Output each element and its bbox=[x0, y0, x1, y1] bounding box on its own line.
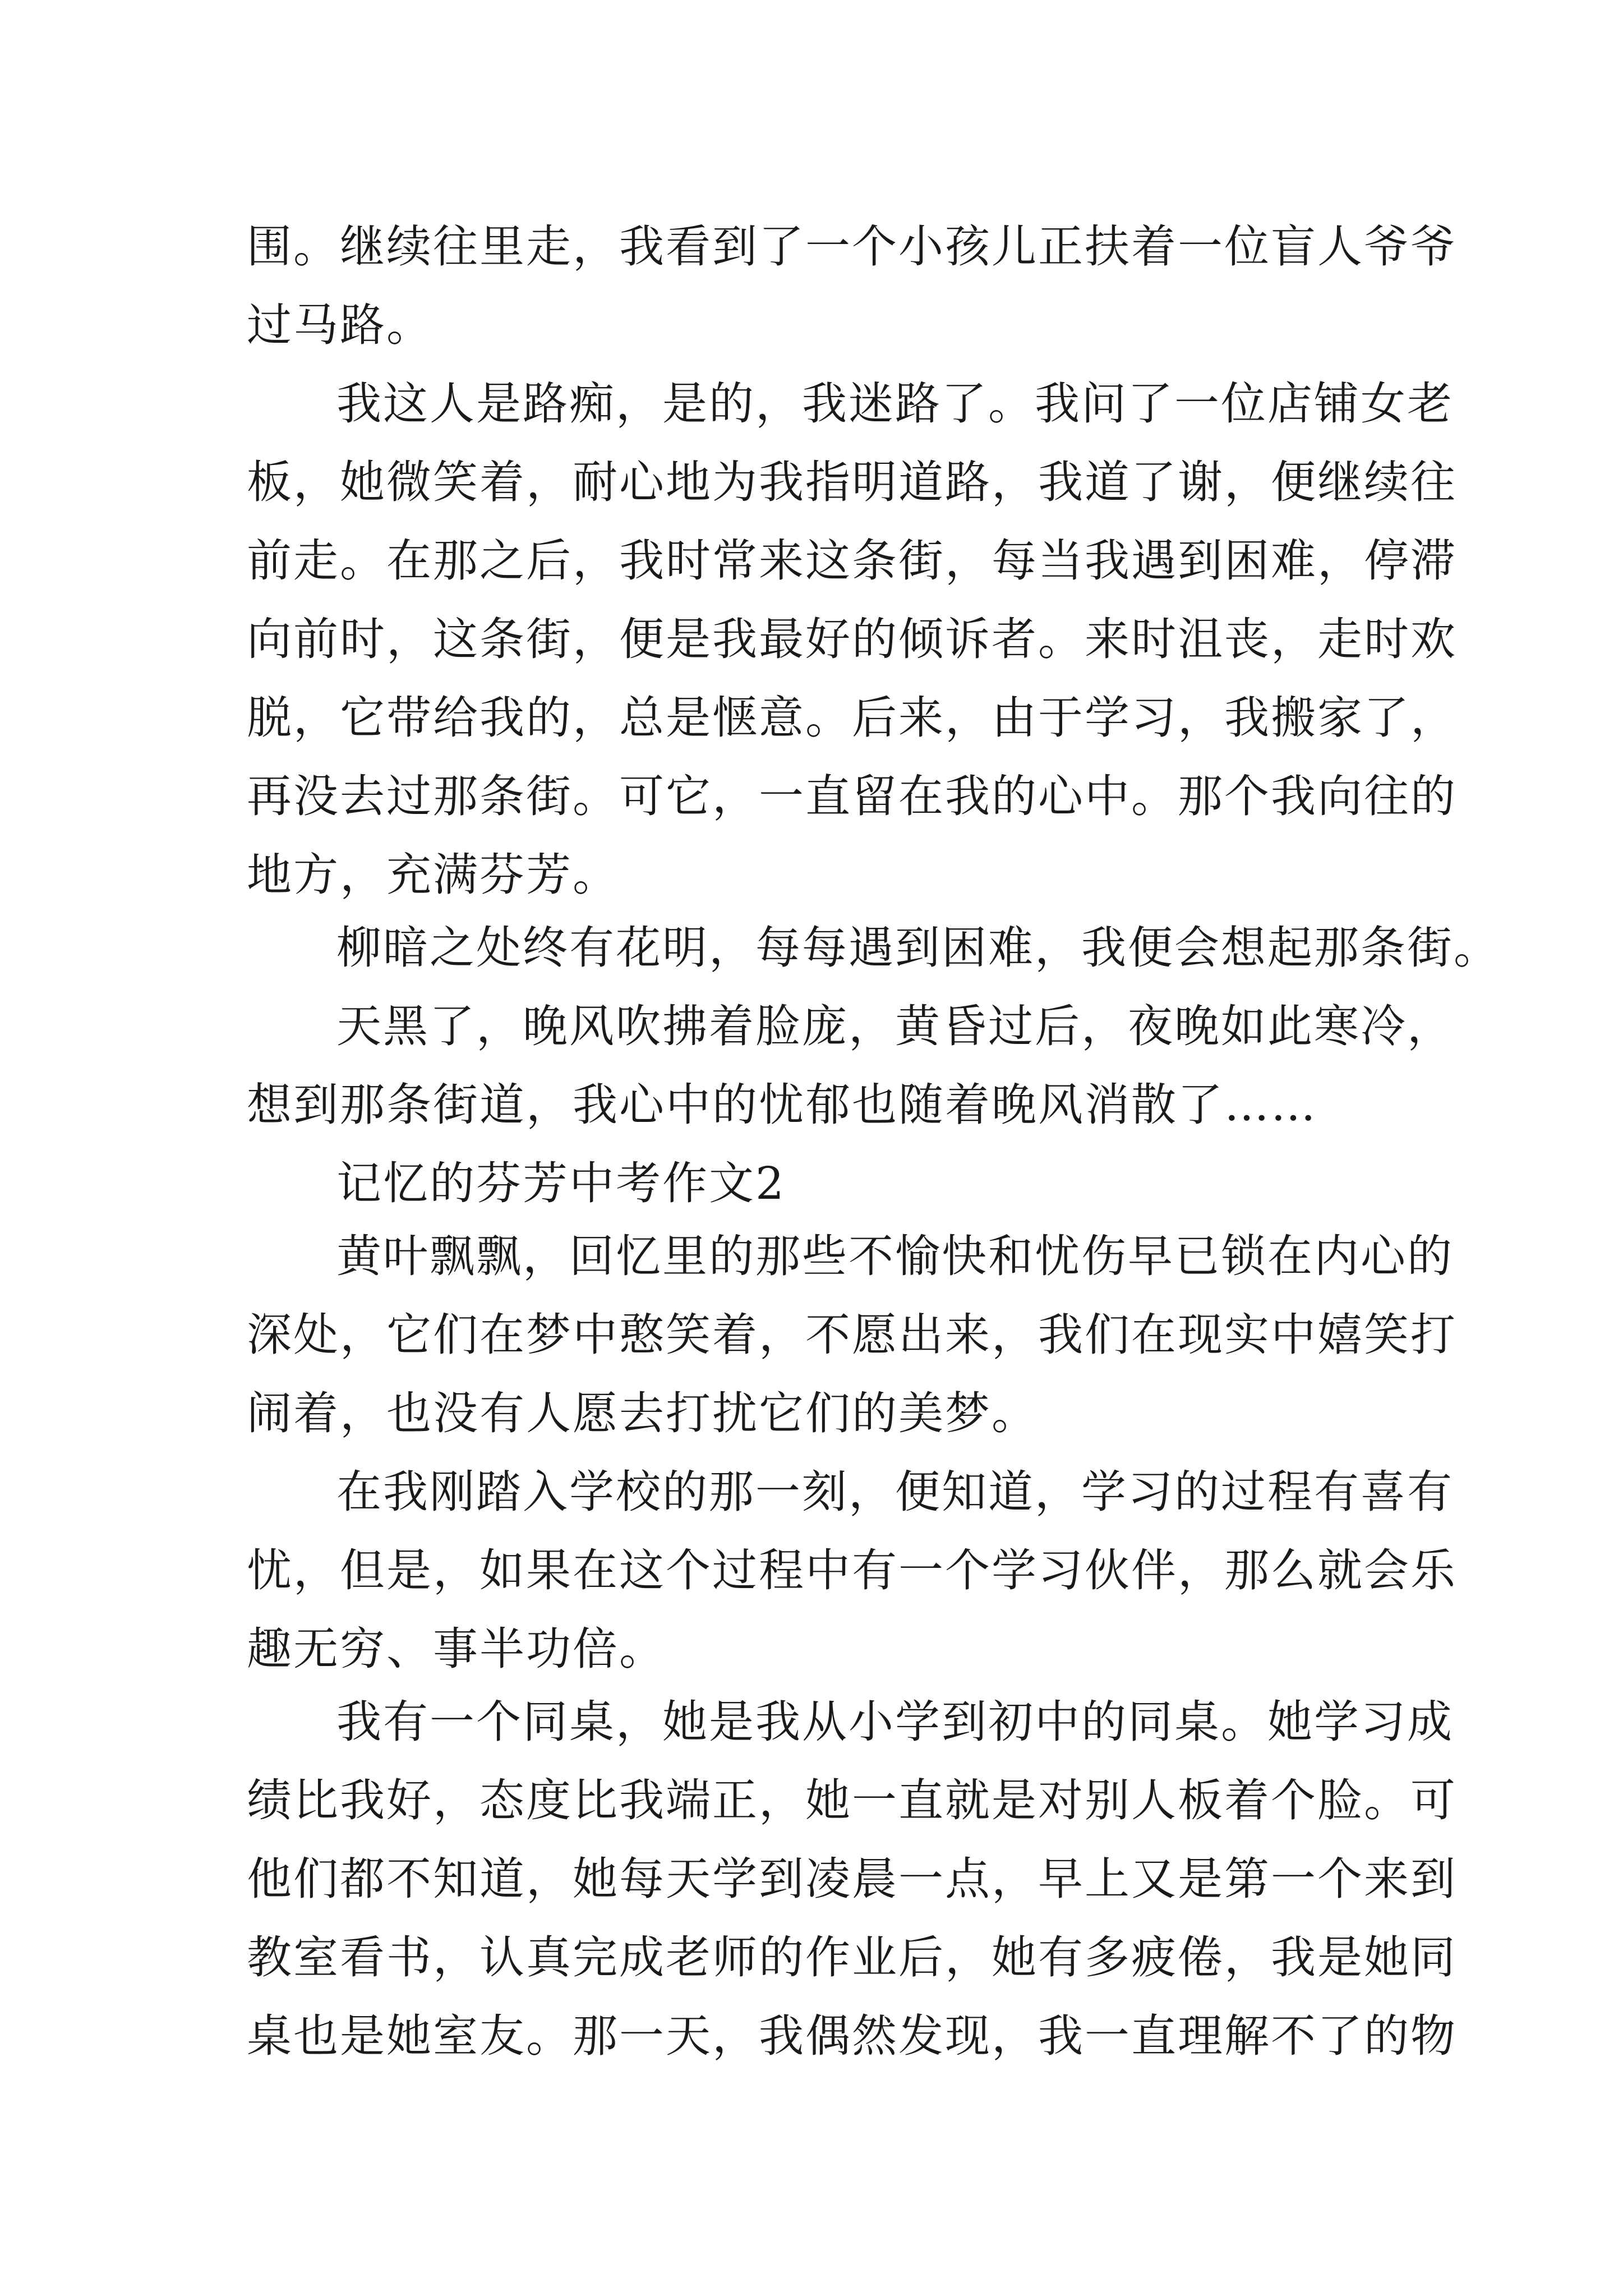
text-line: 深处，它们在梦中憨笑着，不愿出来，我们在现实中嬉笑打 bbox=[247, 1309, 1457, 1361]
text-line: 柳暗之处终有花明，每每遇到困难，我便会想起那条街。 bbox=[336, 922, 1500, 974]
text-line: 忧，但是，如果在这个过程中有一个学习伙伴，那么就会乐 bbox=[247, 1544, 1457, 1596]
text-line: 过马路。 bbox=[247, 299, 433, 351]
text-line: 趣无穷、事半功倍。 bbox=[247, 1623, 666, 1675]
section-heading: 记忆的芬芳中考作文2 bbox=[336, 1157, 786, 1209]
text-line: 天黑了，晚风吹拂着脸庞，黄昏过后，夜晚如此寒冷， bbox=[336, 1000, 1454, 1052]
text-line: 前走。在那之后，我时常来这条街，每当我遇到困难，停滞 bbox=[247, 535, 1457, 587]
text-line: 桌也是她室友。那一天，我偶然发现，我一直理解不了的物 bbox=[247, 2010, 1457, 2062]
text-line: 在我刚踏入学校的那一刻，便知道，学习的过程有喜有 bbox=[336, 1466, 1454, 1518]
text-line: 他们都不知道，她每天学到凌晨一点，早上又是第一个来到 bbox=[247, 1853, 1457, 1905]
text-line: 绩比我好，态度比我端正，她一直就是对别人板着个脸。可 bbox=[247, 1774, 1457, 1826]
text-line: 脱，它带给我的，总是惬意。后来，由于学习，我搬家了， bbox=[247, 692, 1457, 744]
text-line: 教室看书，认真完成老师的作业后，她有多疲倦，我是她同 bbox=[247, 1931, 1457, 1984]
text-line: 板，她微笑着，耐心地为我指明道路，我道了谢，便继续往 bbox=[247, 456, 1457, 508]
text-line: 想到那条街道，我心中的忧郁也随着晚风消散了…… bbox=[247, 1079, 1317, 1131]
text-line: 向前时，这条街，便是我最好的倾诉者。来时沮丧，走时欢 bbox=[247, 613, 1457, 665]
text-line: 闹着，也没有人愿去打扰它们的美梦。 bbox=[247, 1387, 1038, 1439]
text-line: 我有一个同桌，她是我从小学到初中的同桌。她学习成 bbox=[336, 1696, 1454, 1748]
text-line: 黄叶飘飘，回忆里的那些不愉快和忧伤早已锁在内心的 bbox=[336, 1230, 1454, 1282]
text-line: 再没去过那条街。可它，一直留在我的心中。那个我向往的 bbox=[247, 770, 1457, 822]
text-line: 地方，充满芬芳。 bbox=[247, 849, 619, 901]
text-line: 围。继续往里走，我看到了一个小孩儿正扶着一位盲人爷爷 bbox=[247, 220, 1457, 273]
text-line: 我这人是路痴，是的，我迷路了。我问了一位店铺女老 bbox=[336, 378, 1454, 430]
